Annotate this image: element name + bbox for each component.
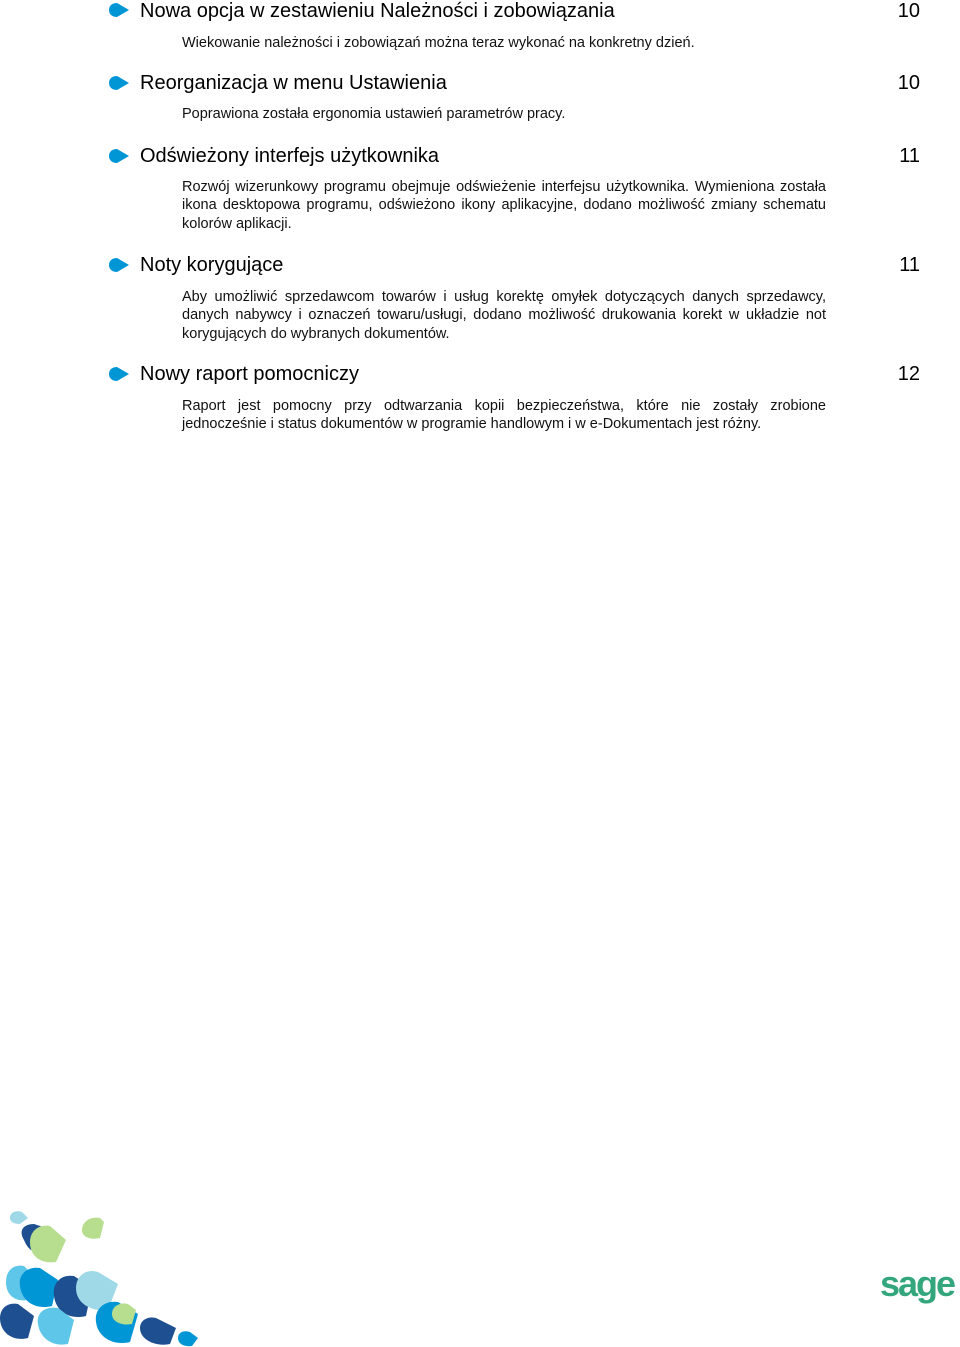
toc-entry-title[interactable]: Reorganizacja w menu Ustawienia (140, 72, 447, 94)
toc-entry-title[interactable]: Noty korygujące (140, 254, 284, 276)
leaf-bullet-icon (109, 76, 129, 90)
toc-entry-description: Raport jest pomocny przy odtwarzania kopii bezpieczeństwa, które nie zostały zrobione jednocześnie i status dokumentów w programie handlowym i w e-Dokumentach jest różny. (182, 398, 826, 433)
leaf-bullet-icon (109, 149, 129, 163)
toc-entry-page-number[interactable]: 11 (899, 254, 920, 276)
toc-entry-title[interactable]: Odświeżony interfejs użytkownika (140, 145, 440, 167)
toc-entry-description: Aby umożliwić sprzedawcom towarów i usług korektę omyłek dotyczących danych sprzedawcy, danych nabywcy i oznaczeń towaru/usługi, dodano możliwość drukowania korekt w układzie not korygujących do wybranych dokumentów. (182, 289, 826, 342)
sage-logo-text: sage (880, 1266, 955, 1304)
toc-entry-title[interactable]: Nowa opcja w zestawieniu Należności i zobowiązania (140, 0, 615, 22)
toc-entry-page-number[interactable]: 10 (897, 72, 920, 94)
leaf-bullet-icon (109, 3, 129, 17)
toc-entry-description: Rozwój wizerunkowy programu obejmuje odświeżenie interfejsu użytkownika. Wymieniona została ikona desktopowa programu, odświeżono ikony aplikacyjne, dodano możliwość zmiany schematu kolorów aplikacji. (182, 179, 826, 232)
toc-entry-description: Poprawiona została ergonomia ustawień parametrów pracy. (182, 106, 566, 122)
toc-entry-title[interactable]: Nowy raport pomocniczy (140, 363, 359, 385)
decorative-leaves-graphic (0, 1210, 210, 1347)
leaf-bullet-icon (109, 258, 129, 272)
toc-entry-page-number[interactable]: 11 (899, 145, 920, 167)
toc-entry-description: Wiekowanie należności i zobowiązań można teraz wykonać na konkretny dzień. (182, 35, 695, 51)
toc-entry-page-number[interactable]: 12 (897, 363, 920, 385)
toc-entry-page-number[interactable]: 10 (897, 0, 920, 22)
sage-logo (880, 1266, 960, 1310)
leaf-bullet-icon (109, 367, 129, 381)
